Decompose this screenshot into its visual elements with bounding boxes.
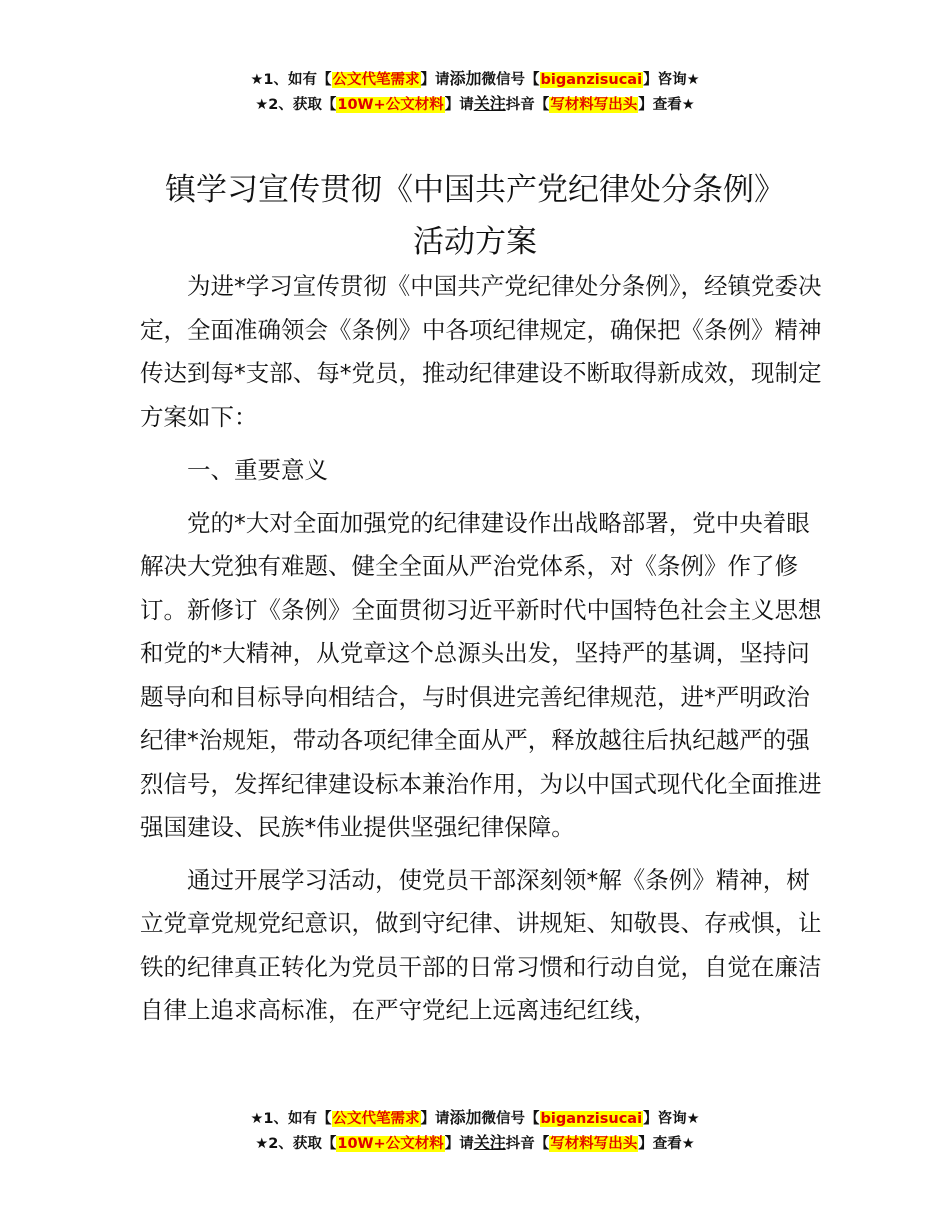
- promo-text: 抖音【: [505, 1136, 550, 1152]
- promo-highlight: biganzisucai: [540, 1111, 643, 1127]
- promo-text: ★1、如有【: [250, 72, 332, 88]
- promo-emphasis: 关注: [473, 1133, 506, 1152]
- promo-highlight: 10W+公文材料: [337, 1136, 444, 1152]
- body-paragraph-1: 党的*大对全面加强党的纪律建设作出战略部署，党中央着眼解决大党独有难题、健全全面从严治党体系，对《条例》作了修订。新修订《条例》全面贯彻习近平新时代中国特色社会主义思想和党的*大精神，从党章这个总源头出发，坚持严的基调，坚持问题导向和目标导向相结合，与时俱进完善纪律规范，进*严明政治纪律*治规矩，带动各项纪律全面从严，释放越往后执纪越严的强烈信号，发挥纪律建设标本兼治作用，为以中国式现代化全面推进强国建设、民族*伟业提供坚强纪律保障。: [140, 508, 822, 841]
- document-title: [0, 164, 950, 268]
- promo-text: 】查看★: [638, 97, 695, 113]
- promo-header: [0, 67, 950, 117]
- promo-text: 】请: [420, 1111, 450, 1127]
- promo-text: 微信号【: [481, 72, 540, 88]
- promo-text: 微信号【: [481, 1111, 540, 1127]
- promo-highlight: 写材料写出头: [550, 97, 638, 113]
- promo-text: 抖音【: [505, 97, 550, 113]
- promo-text: 】咨询★: [643, 1111, 700, 1127]
- promo-emphasis: 关注: [473, 94, 506, 113]
- promo-text: 】请: [420, 72, 450, 88]
- promo-highlight: 写材料写出头: [550, 1136, 638, 1152]
- promo-line-1: [0, 1106, 950, 1131]
- title-line-2: 活动方案: [413, 224, 537, 260]
- promo-line-1: [0, 67, 950, 92]
- promo-line-2: [0, 1131, 950, 1156]
- promo-highlight: 公文代笔需求: [332, 72, 420, 88]
- promo-line-2: [0, 92, 950, 117]
- section-heading: 一、重要意义: [187, 456, 328, 484]
- document-body: [140, 265, 830, 1033]
- promo-text: ★2、获取【: [255, 97, 337, 113]
- intro-paragraph: 为进*学习宣传贯彻《中国共产党纪律处分条例》，经镇党委决定，全面准确领会《条例》中各项纪律规定，确保把《条例》精神传达到每*支部、每*党员，推动纪律建设不断取得新成效，现制定方案如下：: [140, 272, 822, 431]
- promo-emphasis: 添加: [449, 69, 482, 88]
- title-line-1: 镇学习宣传贯彻《中国共产党纪律处分条例》: [165, 172, 785, 208]
- promo-highlight: biganzisucai: [540, 72, 643, 88]
- body-paragraph-2: 通过开展学习活动，使党员干部深刻领*解《条例》精神，树立党章党规党纪意识，做到守纪律、讲规矩、知敬畏、存戒惧，让铁的纪律真正转化为党员干部的日常习惯和行动自觉，自觉在廉洁自律上追求高标准，在严守党纪上远离违纪红线，: [140, 865, 822, 1024]
- promo-text: ★1、如有【: [250, 1111, 332, 1127]
- promo-emphasis: 添加: [449, 1108, 482, 1127]
- promo-text: 】请: [444, 97, 474, 113]
- promo-highlight: 10W+公文材料: [337, 97, 444, 113]
- promo-footer: [0, 1106, 950, 1156]
- promo-text: 】请: [444, 1136, 474, 1152]
- promo-highlight: 公文代笔需求: [332, 1111, 420, 1127]
- promo-text: 】咨询★: [643, 72, 700, 88]
- promo-text: ★2、获取【: [255, 1136, 337, 1152]
- promo-text: 】查看★: [638, 1136, 695, 1152]
